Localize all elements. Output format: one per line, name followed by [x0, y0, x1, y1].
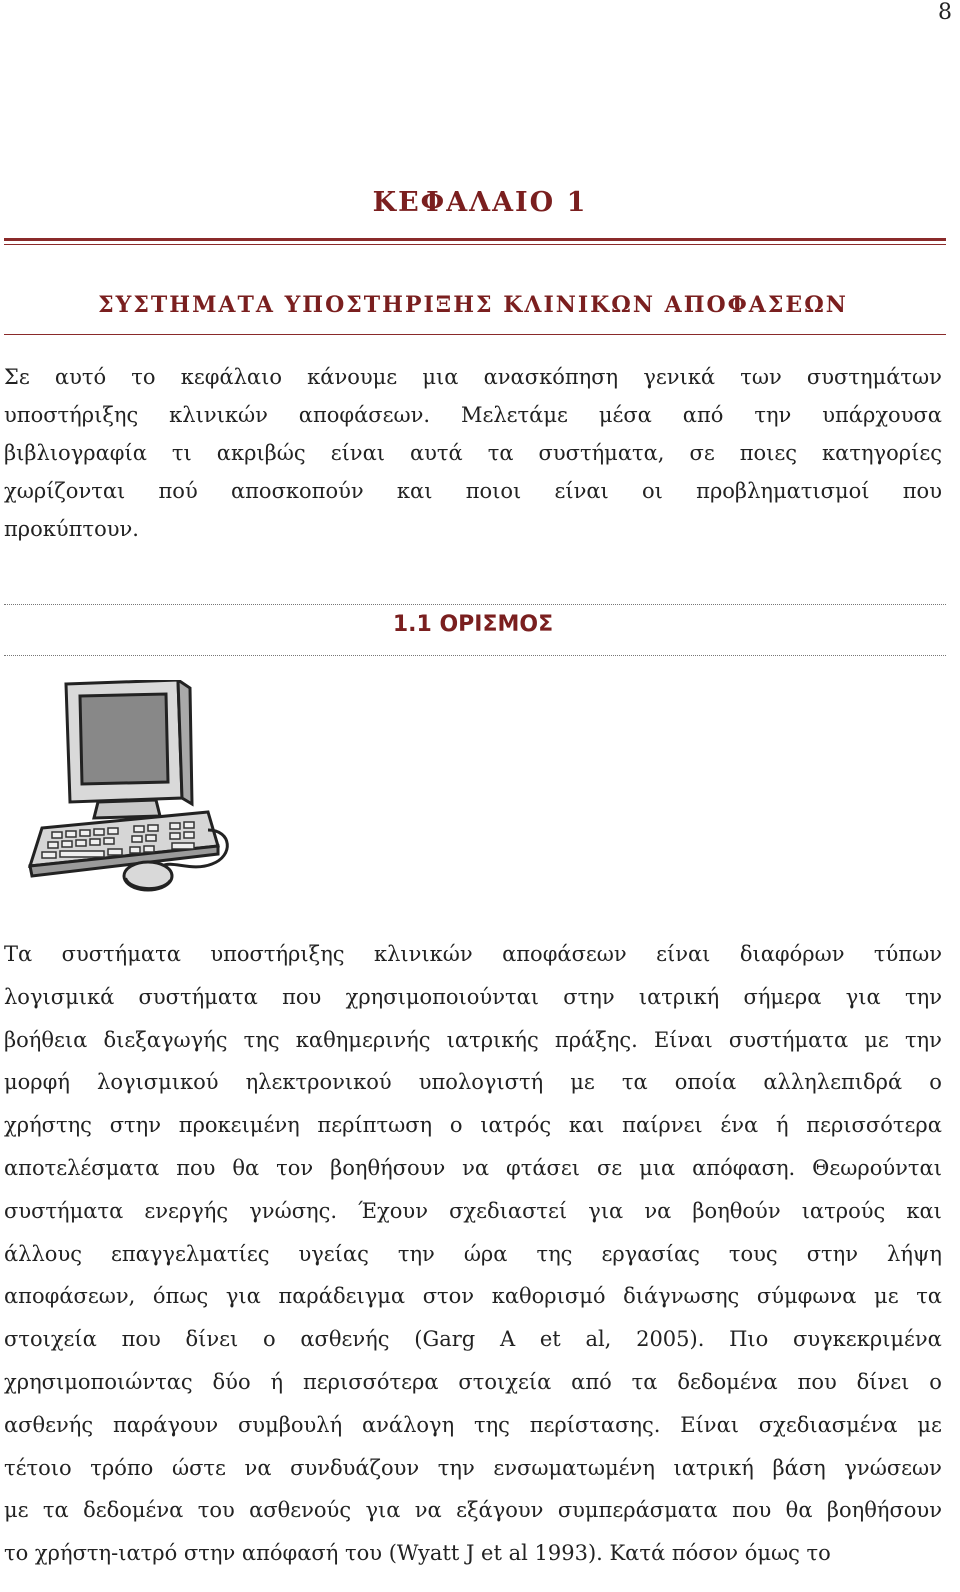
intro-line: Σε αυτό το κεφάλαιο κάνουμε μια ανασκόπηση γενικά των συστημάτων: [4, 365, 942, 389]
definition-paragraph: [4, 933, 942, 1575]
body-line: βοήθεια διεξαγωγής της καθημερινής ιατρικής πράξης. Είναι συστήματα με την: [4, 1027, 942, 1052]
desktop-computer-icon: [22, 680, 242, 900]
body-line: λογισμικά συστήματα που χρησιμοποιούνται στην ιατρική σήμερα για την: [4, 984, 942, 1009]
intro-line: χωρίζονται πού αποσκοπούν και ποιοι είναι οι προβληματισμοί που: [4, 479, 942, 503]
body-line: Τα συστήματα υποστήριξης κλινικών αποφάσεων είναι διαφόρων τύπων: [4, 942, 942, 966]
intro-line: βιβλιογραφία τι ακριβώς είναι αυτά τα συστήματα, σε ποιες κατηγορίες: [4, 441, 942, 465]
body-line: άλλους επαγγελματίες υγείας την ώρα της εργασίας τους στην λήψη: [4, 1241, 942, 1266]
body-line: τέτοιο τρόπο ώστε να συνδυάζουν την ενσωματωμένη ιατρική βάση γνώσεων: [4, 1455, 942, 1480]
body-line: το χρήστη-ιατρό στην απόφασή του (Wyatt J et al 1993). Κατά πόσον όμως το: [4, 1541, 831, 1566]
subsection-rule-top: [4, 604, 946, 605]
page-number: 8: [938, 0, 952, 25]
body-line: χρησιμοποιώντας δύο ή περισσότερα στοιχεία από τα δεδομένα που δίνει ο: [4, 1369, 942, 1394]
intro-paragraph: [4, 358, 942, 548]
body-line: χρήστης στην προκειμένη περίπτωση ο ιατρός και παίρνει ένα ή περισσότερα: [4, 1113, 942, 1138]
intro-line: προκύπτουν.: [4, 517, 139, 541]
chapter-rule-thick: [4, 238, 946, 241]
body-line: αποτελέσματα που θα τον βοηθήσουν να φτάσει σε μια απόφαση. Θεωρούνται: [4, 1155, 942, 1180]
section-rule: [4, 334, 946, 335]
body-line: στοιχεία που δίνει ο ασθενής (Garg A et al, 2005). Πιο συγκεκριμένα: [4, 1327, 942, 1352]
chapter-title: ΚΕΦΑΛΑΙΟ 1: [372, 187, 588, 218]
body-line: με τα δεδομένα του ασθενούς για να εξάγουν συμπεράσματα που θα βοηθήσουν: [4, 1498, 942, 1523]
section-title: ΣΥΣΤΗΜΑΤΑ ΥΠΟΣΤΗΡΙΞΗΣ ΚΛΙΝΙΚΩΝ ΑΠΟΦΑΣΕΩΝ: [98, 292, 848, 318]
subsection-rule-bottom: [4, 655, 946, 656]
body-line: ασθενής παράγουν συμβουλή ανάλογη της περίστασης. Είναι σχεδιασμένα με: [4, 1412, 942, 1437]
chapter-rule-thin: [4, 244, 946, 245]
subsection-title: 1.1 ΟΡΙΣΜΟΣ: [392, 612, 554, 637]
intro-line: υποστήριξης κλινικών αποφάσεων. Μελετάμε μέσα από την υπάρχουσα: [4, 403, 942, 427]
body-line: μορφή λογισμικού ηλεκτρονικού υπολογιστή με τα οποία αλληλεπιδρά ο: [4, 1070, 942, 1095]
body-line: συστήματα ενεργής γνώσης. Έχουν σχεδιαστεί για να βοηθούν ιατρούς και: [4, 1198, 942, 1223]
body-line: αποφάσεων, όπως για παράδειγμα στον καθορισμό διάγνωσης σύμφωνα με τα: [4, 1284, 942, 1309]
